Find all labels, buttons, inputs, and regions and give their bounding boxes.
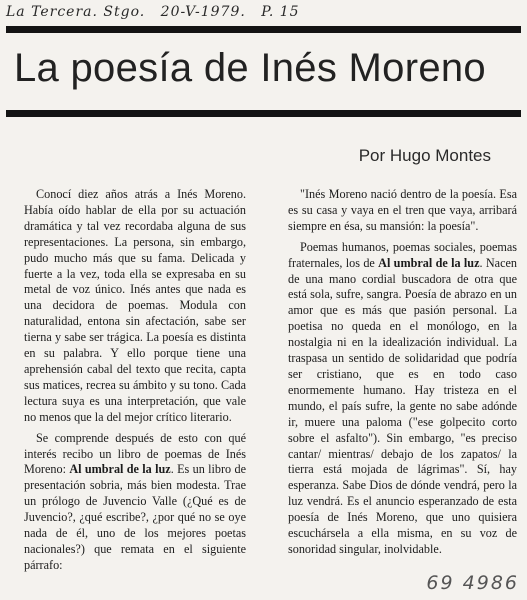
right-column bbox=[288, 187, 517, 558]
book-title: Al umbral de la luz bbox=[69, 462, 171, 477]
handwritten-source-note bbox=[6, 4, 310, 20]
note-date: 20-V-1979. bbox=[160, 4, 246, 20]
left-paragraph-1: Conocí diez años atrás a Inés Moreno. Había oído hablar de ella por su actuación dramática y tal vez recordaba alguna de sus representaciones. La persona, sin embargo, pudo mucho más que su fama. Delicada y fuerte a la vez, toda ella se expresaba en su metal de voz único. Inés antes que nada es una decidora de poemas. Modula con naturalidad, entona sin afectación, sabe ser tierna y sabe ser trágica. La poesía es distinta en su palabra. Y ello porque tiene una aprehensión cabal del texto que recita, capta sus matices, recrea su ámbito y su tono. Cada lectura suya es una interpretación, que vale no menos que la del mejor crítico literario. bbox=[24, 187, 246, 424]
left-column bbox=[24, 187, 246, 574]
right-paragraph-2 bbox=[288, 240, 517, 558]
byline: Por Hugo Montes bbox=[358, 146, 491, 165]
archive-stamp: 69 4986 bbox=[426, 572, 519, 594]
left-paragraph-2-start: Se comprende después de esto con qué interés recibo un libro de poemas de Inés Moreno: bbox=[24, 430, 246, 477]
note-source: La Tercera. Stgo. bbox=[6, 4, 146, 20]
article-title: La poesía de Inés Moreno bbox=[14, 46, 486, 90]
prologue-quote: "Inés Moreno nació dentro de la poesía. Esa es su casa y vaya en el tren que vaya, arribará siempre en ésa, su mansión: la poesía". bbox=[288, 187, 517, 233]
left-paragraph-2 bbox=[24, 431, 246, 574]
right-paragraph-2-end: . Nacen de una mano cordial buscadora de otra que está sola, sufre, sangra. Poesía de abrazo en un amor que es más que pasión personal. La poetisa no queda en el monólogo, en la nostalgia ni en la idealización individual. La traspasa un sentido de solidaridad que podría ser cristiano, que es en todo caso enormemente humano. Hay tristeza en el mundo, el país sufre, la gente no sabe adónde ir, muere una paloma ("ese golpecito corto sobre el asfalto"). Sin embargo, "es preciso cantar/ mientras/ debajo de los zapatos/ la tierra está mojada de lágrimas". Sí, hay esperanza. Sabe Dios de dónde vendrá, pero la luz vendrá. Es el anuncio esperanzado de esta poesía de Inés Moreno, que uno quisiera escuchársela a ella misma, en su voz de sonoridad singular, inolvidable. bbox=[288, 255, 517, 556]
note-page: P. 15 bbox=[261, 4, 300, 20]
right-paragraph-2-start: Poemas humanos, poemas sociales, poemas fraternales, los de bbox=[288, 239, 517, 270]
book-title: Al umbral de la luz bbox=[378, 255, 480, 270]
top-rule bbox=[6, 26, 521, 33]
left-paragraph-2-end: . Es un libro de presentación sobria, más bien modesta. Trae un prólogo de Juvencio Valle (¿Qué es de Juvencio?, ¿qué escribe?, ¿por qué no se oye nada de él, uno de los mejores poetas nacionales?) que remata en el siguiente párrafo: bbox=[24, 462, 246, 572]
bottom-rule bbox=[6, 110, 521, 117]
